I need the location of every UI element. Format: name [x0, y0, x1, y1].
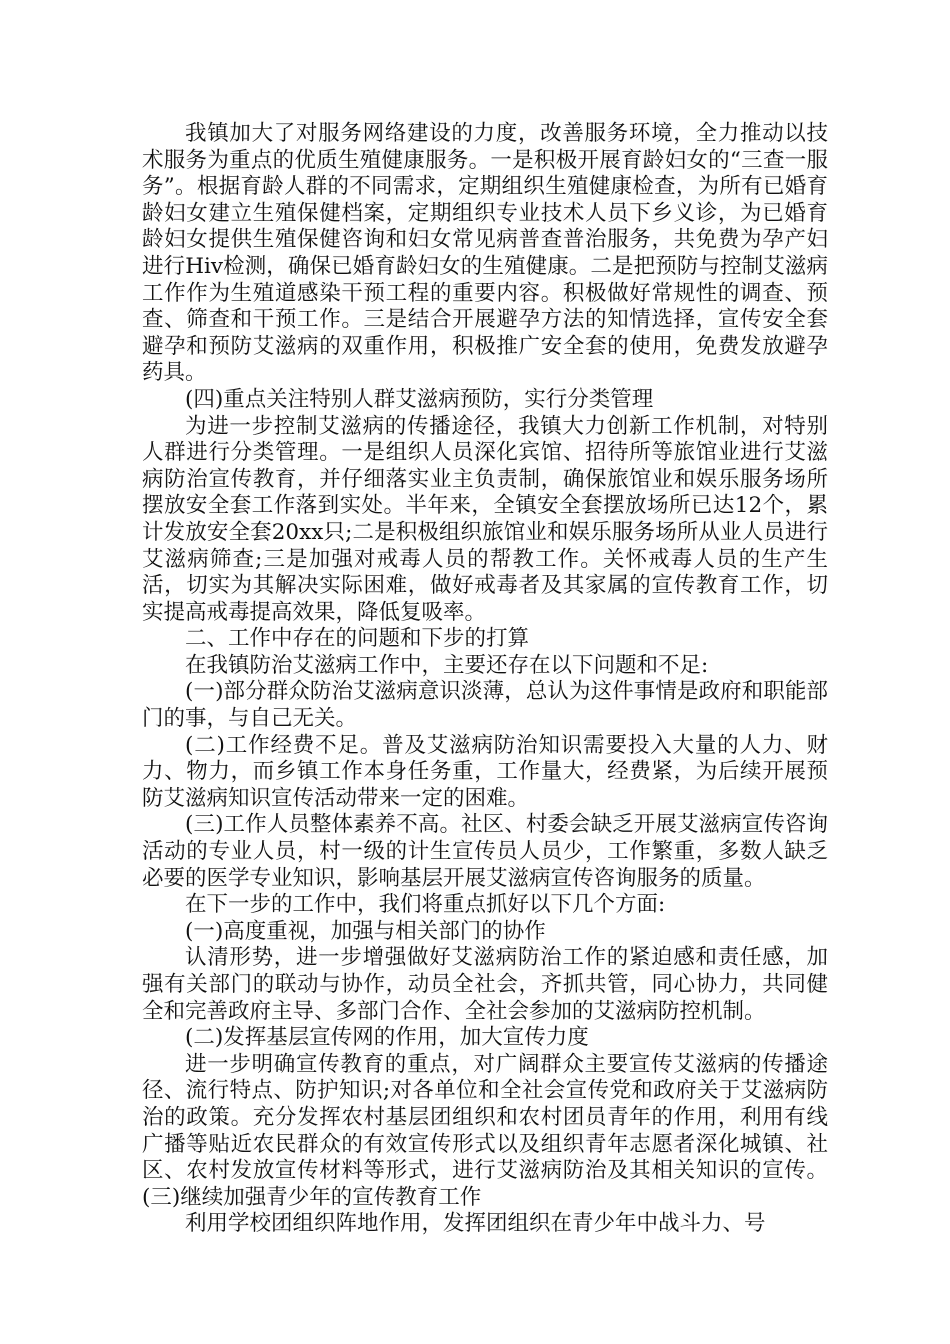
heading-special-groups: (四)重点关注特别人群艾滋病预防，实行分类管理 [185, 386, 654, 412]
paragraph-service-network: 我镇加大了对服务网络建设的力度，改善服务环境，全力推动以技术服务为重点的优质生殖健康服务。一是积极开展育龄妇女的“三查一服务”。根据育龄人群的不同需求，定期组织生殖健康检查，为所有已婚育龄妇女建立生殖保健档案，定期组织专业技术人员下乡义诊，为已婚育龄妇女提供生殖保健咨询和妇女常见病普查普治服务，共免费为孕产妇进行Hiv检测，确保已婚育龄妇女的生殖健康。二是把预防与控制艾滋病工作作为生殖道感染干预工程的重要内容。积极做好常规性的调查、预查、筛查和干预工作。三是结合开展避孕方法的知情选择，宣传安全套避孕和预防艾滋病的双重作用，积极推广安全套的使用，免费发放避孕药具。 [142, 121, 828, 386]
heading-cooperation: (一)高度重视，加强与相关部门的协作 [185, 918, 546, 944]
heading-problems-and-plans: 二、工作中存在的问题和下步的打算 [185, 626, 530, 652]
paragraph-problem-staff: (三)工作人员整体素养不高。社区、村委会缺乏开展艾滋病宣传咨询活动的专业人员，村一级的计生宣传员人员少，工作繁重，多数人缺乏必要的医学专业知识，影响基层开展艾滋病宣传咨询服务的质量。 [142, 812, 828, 891]
paragraph-publicity-network: 进一步明确宣传教育的重点，对广阔群众主要宣传艾滋病的传播途径、流行特点、防护知识;对各单位和全社会宣传党和政府关于艾滋病防治的政策。充分发挥农村基层团组织和农村团员青年的作用，利用有线广播等贴近农民群众的有效宣传形式以及组织青年志愿者深化城镇、社区、农村发放宣传材料等形式，进行艾滋病防治及其相关知识的宣传。(三)继续加强青少年的宣传教育工作 [142, 1051, 828, 1210]
heading-publicity-network: (二)发挥基层宣传网的作用，加大宣传力度 [185, 1025, 589, 1051]
paragraph-problem-funding: (二)工作经费不足。普及艾滋病防治知识需要投入大量的人力、财力、物力，而乡镇工作本身任务重，工作量大，经费紧，为后续开展预防艾滋病知识宣传活动带来一定的困难。 [142, 732, 828, 811]
paragraph-youth-education: 利用学校团组织阵地作用，发挥团组织在青少年中战斗力、号 [185, 1211, 766, 1237]
paragraph-problem-awareness: (一)部分群众防治艾滋病意识淡薄，总认为这件事情是政府和职能部门的事，与自己无关。 [142, 679, 828, 732]
paragraph-special-groups: 为进一步控制艾滋病的传播途径，我镇大力创新工作机制，对特别人群进行分类管理。一是组织人员深化宾馆、招待所等旅馆业进行艾滋病防治宣传教育，并仔细落实业主负责制，确保旅馆业和娱乐服务场所摆放安全套工作落到实处。半年来，全镇安全套摆放场所已达12个，累计发放安全套20xx只;二是积极组织旅馆业和娱乐服务场所从业人员进行艾滋病筛查;三是加强对戒毒人员的帮教工作。关怀戒毒人员的生产生活，切实为其解决实际困难，做好戒毒者及其家属的宣传教育工作，切实提高戒毒提高效果，降低复吸率。 [142, 413, 828, 625]
paragraph-next-steps-intro: 在下一步的工作中，我们将重点抓好以下几个方面: [185, 892, 666, 918]
paragraph-problems-intro: 在我镇防治艾滋病工作中，主要还存在以下问题和不足: [185, 652, 709, 678]
document-body [142, 121, 828, 1238]
paragraph-cooperation: 认清形势，进一步增强做好艾滋病防治工作的紧迫感和责任感，加强有关部门的联动与协作，动员全社会，齐抓共管，同心协力，共同健全和完善政府主导、多部门合作、全社会参加的艾滋病防控机制。 [142, 945, 828, 1024]
